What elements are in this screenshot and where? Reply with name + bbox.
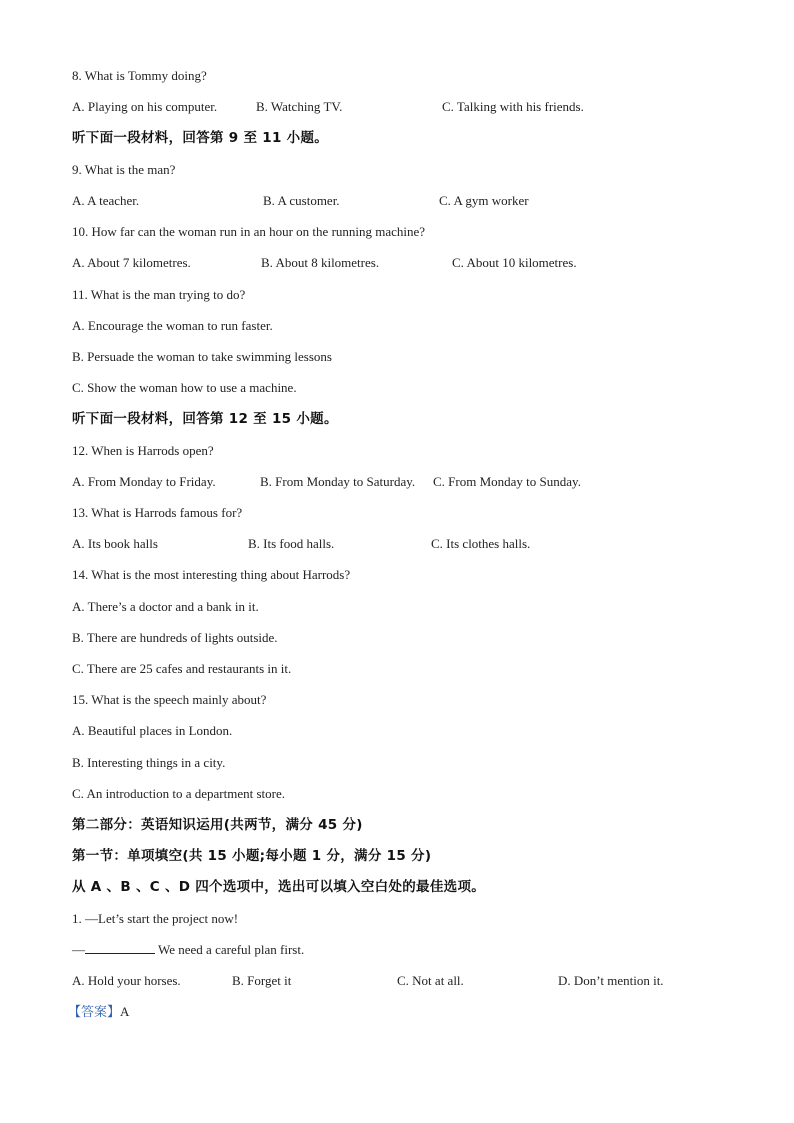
- option-b: B. About 8 kilometres.: [261, 255, 380, 270]
- question-15-option-c: C. An introduction to a department store.: [72, 786, 286, 801]
- option-c: C. Talking with his friends.: [442, 99, 584, 114]
- question-10: 10. How far can the woman run in an hour on the running machine?: [72, 224, 426, 239]
- option-c: C. About 10 kilometres.: [452, 255, 577, 270]
- question-15-option-b: B. Interesting things in a city.: [72, 755, 226, 770]
- option-a: A. Hold your horses.: [72, 973, 181, 988]
- question-1-line2: [72, 942, 304, 958]
- option-d: D. Don’t mention it.: [558, 973, 664, 988]
- option-b: B. From Monday to Saturday.: [260, 474, 416, 489]
- question-10-options: [72, 255, 712, 271]
- option-a: A. A teacher.: [72, 193, 140, 208]
- question-11-option-c: C. Show the woman how to use a machine.: [72, 380, 297, 395]
- option-b: B. A customer.: [263, 193, 340, 208]
- question-11-option-a: A. Encourage the woman to run faster.: [72, 318, 273, 333]
- question-11: 11. What is the man trying to do?: [72, 287, 246, 302]
- question-8: 8. What is Tommy doing?: [72, 68, 207, 83]
- question-11-option-b: B. Persuade the woman to take swimming lessons: [72, 349, 332, 364]
- question-9-options: [72, 193, 712, 209]
- question-12-options: [72, 474, 722, 490]
- option-b: B. Its food halls.: [248, 536, 335, 551]
- question-14-option-a: A. There’s a doctor and a bank in it.: [72, 599, 259, 614]
- answer-blank: [85, 942, 155, 954]
- question-1-options: [72, 973, 722, 989]
- option-c: C. Not at all.: [397, 973, 464, 988]
- option-a: A. Its book halls: [72, 536, 158, 551]
- question-15: 15. What is the speech mainly about?: [72, 692, 267, 707]
- part2-section1-title: 第一节：单项填空(共 15 小题;每小题 1 分，满分 15 分): [72, 848, 432, 864]
- option-b: B. Watching TV.: [256, 99, 343, 114]
- answer-line: [68, 1004, 129, 1020]
- option-b: B. Forget it: [232, 973, 292, 988]
- part2-title: 第二部分：英语知识运用(共两节，满分 45 分): [72, 817, 363, 833]
- question-1-line2-text: We need a careful plan first.: [155, 942, 305, 957]
- question-14-option-b: B. There are hundreds of lights outside.: [72, 630, 278, 645]
- question-14-option-c: C. There are 25 cafes and restaurants in it.: [72, 661, 292, 676]
- part2-instruction: 从 A 、B 、C 、D 四个选项中，选出可以填入空白处的最佳选项。: [72, 879, 486, 895]
- answer-tag: 【答案】: [68, 1004, 121, 1019]
- option-a: A. From Monday to Friday.: [72, 474, 216, 489]
- question-13-options: [72, 536, 712, 552]
- question-15-option-a: A. Beautiful places in London.: [72, 723, 233, 738]
- question-12: 12. When is Harrods open?: [72, 443, 214, 458]
- dash: —: [72, 942, 85, 957]
- option-a: A. Playing on his computer.: [72, 99, 218, 114]
- question-1-line1: 1. —Let’s start the project now!: [72, 911, 239, 926]
- answer-value: A: [120, 1004, 130, 1019]
- section-heading-9-11: 听下面一段材料，回答第 9 至 11 小题。: [72, 130, 329, 146]
- option-c: C. Its clothes halls.: [431, 536, 531, 551]
- option-a: A. About 7 kilometres.: [72, 255, 191, 270]
- option-c: C. A gym worker: [439, 193, 529, 208]
- option-c: C. From Monday to Sunday.: [433, 474, 581, 489]
- question-14: 14. What is the most interesting thing about Harrods?: [72, 567, 351, 582]
- section-heading-12-15: 听下面一段材料，回答第 12 至 15 小题。: [72, 411, 338, 427]
- question-9: 9. What is the man?: [72, 162, 176, 177]
- question-13: 13. What is Harrods famous for?: [72, 505, 243, 520]
- question-8-options: [72, 99, 712, 115]
